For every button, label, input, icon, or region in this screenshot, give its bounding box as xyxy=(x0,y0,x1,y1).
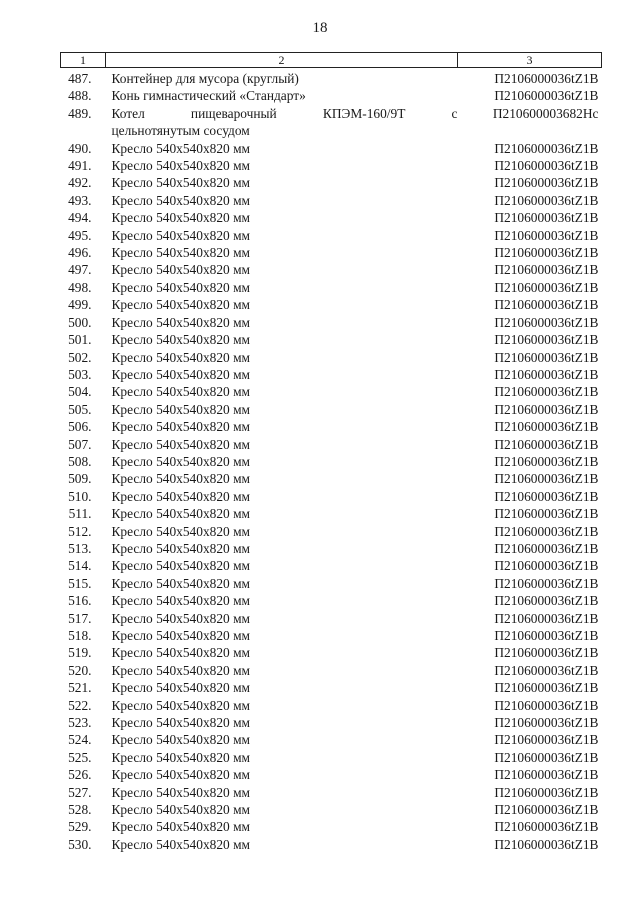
item-code: П2106000036tZ1B xyxy=(494,453,599,469)
row-number: 514. xyxy=(68,558,92,574)
item-name: Кресло 540х540х820 мм xyxy=(111,697,251,713)
item-code: П2106000036tZ1B xyxy=(494,245,599,261)
item-code: П2106000036tZ1B xyxy=(494,540,599,556)
row-number: 515. xyxy=(68,575,92,591)
item-name: Кресло 540х540х820 мм xyxy=(111,401,251,417)
item-name: Кресло 540х540х820 мм xyxy=(111,140,251,156)
item-name: Кресло 540х540х820 мм xyxy=(111,366,251,382)
table-row xyxy=(61,801,602,818)
table-row xyxy=(61,87,602,104)
table-row xyxy=(61,261,602,278)
row-number: 518. xyxy=(68,628,92,643)
row-number: 507. xyxy=(68,436,92,452)
item-name: Кресло 540х540х820 мм xyxy=(111,349,251,365)
item-code: П2106000036tZ1B xyxy=(494,610,599,626)
item-name: Кресло 540х540х820 мм xyxy=(111,662,251,678)
item-code: П2106000036tZ1B xyxy=(494,715,599,731)
row-number: 504. xyxy=(68,384,92,400)
item-name: Кресло 540х540х820 мм xyxy=(111,332,251,348)
item-name: Кресло 540х540х820 мм xyxy=(111,523,251,539)
table-row xyxy=(61,575,602,592)
item-name: Кресло 540х540х820 мм xyxy=(111,558,251,574)
row-number: 524. xyxy=(68,732,92,748)
item-name: Кресло 540х540х820 мм xyxy=(111,453,251,469)
item-code: П2106000036tZ1B xyxy=(494,175,599,191)
table-row xyxy=(61,610,602,627)
table-row xyxy=(61,314,602,331)
item-name: Кресло 540х540х820 мм xyxy=(111,610,251,626)
item-name: Кресло 540х540х820 мм xyxy=(111,593,251,609)
table-row xyxy=(61,366,602,383)
row-number: 492. xyxy=(68,175,92,191)
row-number: 495. xyxy=(68,227,92,243)
item-code: П2106000036tZ1B xyxy=(494,506,599,522)
item-name: Кресло 540х540х820 мм xyxy=(111,227,251,243)
row-number: 489. xyxy=(68,105,92,121)
table-row xyxy=(61,105,602,140)
table-row xyxy=(61,784,602,801)
row-number: 500. xyxy=(68,314,92,330)
row-number: 498. xyxy=(68,279,92,295)
row-number: 503. xyxy=(68,366,92,382)
item-name: Кресло 540х540х820 мм xyxy=(111,419,251,435)
row-number: 499. xyxy=(68,297,92,313)
table-row xyxy=(61,349,602,366)
column-header-name: 2 xyxy=(106,53,458,68)
table-row xyxy=(61,157,602,174)
table-row xyxy=(61,697,602,714)
item-code: П2106000036tZ1B xyxy=(494,140,599,156)
item-name: Кресло 540х540х820 мм xyxy=(111,297,251,313)
row-number: 487. xyxy=(68,71,92,86)
item-code: П210600003682Hc xyxy=(492,105,599,121)
item-name: Кресло 540х540х820 мм xyxy=(111,506,251,522)
row-number: 491. xyxy=(68,158,92,174)
item-name: Кресло 540х540х820 мм xyxy=(111,175,251,191)
item-code: П2106000036tZ1B xyxy=(494,836,599,852)
item-name: Кресло 540х540х820 мм xyxy=(111,680,251,696)
item-code: П2106000036tZ1B xyxy=(494,593,599,609)
item-code: П2106000036tZ1B xyxy=(494,192,599,208)
row-number: 519. xyxy=(68,645,92,661)
item-name: Кресло 540х540х820 мм xyxy=(111,802,251,818)
item-code: П2106000036tZ1B xyxy=(494,210,599,226)
row-number: 512. xyxy=(68,523,92,539)
item-name: Кресло 540х540х820 мм xyxy=(111,314,251,330)
item-code: П2106000036tZ1B xyxy=(494,767,599,783)
row-number: 523. xyxy=(68,715,92,731)
table-row xyxy=(61,68,602,88)
table-row xyxy=(61,418,602,435)
row-number: 488. xyxy=(68,88,92,104)
item-code: П2106000036tZ1B xyxy=(494,71,599,86)
item-name: Кресло 540х540х820 мм xyxy=(111,210,251,226)
item-code: П2106000036tZ1B xyxy=(494,419,599,435)
item-name-line-1: Котел пищеварочный КПЭМ-160/9Т с xyxy=(111,105,458,121)
item-code: П2106000036tZ1B xyxy=(494,558,599,574)
row-number: 530. xyxy=(68,836,92,852)
item-name: Кресло 540х540х820 мм xyxy=(111,540,251,556)
item-code: П2106000036tZ1B xyxy=(494,349,599,365)
header-row xyxy=(61,53,602,68)
item-code: П2106000036tZ1B xyxy=(494,784,599,800)
table-row xyxy=(61,470,602,487)
item-code: П2106000036tZ1B xyxy=(494,732,599,748)
item-name xyxy=(106,105,458,140)
item-name: Кресло 540х540х820 мм xyxy=(111,384,251,400)
row-number: 525. xyxy=(68,749,92,765)
item-name: Кресло 540х540х820 мм xyxy=(111,575,251,591)
row-number: 497. xyxy=(68,262,92,278)
item-code: П2106000036tZ1B xyxy=(494,471,599,487)
item-code: П2106000036tZ1B xyxy=(494,628,599,643)
table-row xyxy=(61,505,602,522)
item-code: П2106000036tZ1B xyxy=(494,436,599,452)
table-row xyxy=(61,644,602,661)
table-row xyxy=(61,227,602,244)
item-name: Кресло 540х540х820 мм xyxy=(111,158,251,174)
item-code: П2106000036tZ1B xyxy=(494,697,599,713)
item-code: П2106000036tZ1B xyxy=(494,749,599,765)
row-number: 493. xyxy=(68,192,92,208)
row-number: 529. xyxy=(68,819,92,835)
table-row xyxy=(61,714,602,731)
row-number: 502. xyxy=(68,349,92,365)
item-name: Кресло 540х540х820 мм xyxy=(111,732,251,748)
item-code: П2106000036tZ1B xyxy=(494,401,599,417)
table-row xyxy=(61,383,602,400)
row-number: 513. xyxy=(68,540,92,556)
item-name: Кресло 540х540х820 мм xyxy=(111,715,251,731)
table-row xyxy=(61,818,602,835)
table-row xyxy=(61,453,602,470)
item-code: П2106000036tZ1B xyxy=(494,88,599,104)
item-code: П2106000036tZ1B xyxy=(494,680,599,696)
table-row xyxy=(61,662,602,679)
inventory-table xyxy=(60,52,602,853)
item-name: Конь гимнастический «Стандарт» xyxy=(111,88,306,104)
item-name: Контейнер для мусора (круглый) xyxy=(111,71,299,86)
row-number: 494. xyxy=(68,210,92,226)
table-row xyxy=(61,209,602,226)
item-code: П2106000036tZ1B xyxy=(494,279,599,295)
row-number: 527. xyxy=(68,784,92,800)
row-number: 522. xyxy=(68,697,92,713)
item-code: П2106000036tZ1B xyxy=(494,819,599,835)
row-number: 506. xyxy=(68,419,92,435)
item-code: П2106000036tZ1B xyxy=(494,332,599,348)
item-code: П2106000036tZ1B xyxy=(494,662,599,678)
row-number: 501. xyxy=(68,332,92,348)
item-code: П2106000036tZ1B xyxy=(494,384,599,400)
table-row xyxy=(61,436,602,453)
item-code: П2106000036tZ1B xyxy=(494,297,599,313)
table-row xyxy=(61,279,602,296)
table-row xyxy=(61,592,602,609)
row-number: 510. xyxy=(68,488,92,504)
item-code: П2106000036tZ1B xyxy=(494,262,599,278)
item-code: П2106000036tZ1B xyxy=(494,158,599,174)
item-name: Кресло 540х540х820 мм xyxy=(111,279,251,295)
table-row xyxy=(61,836,602,853)
item-name: Кресло 540х540х820 мм xyxy=(111,628,251,643)
row-number: 517. xyxy=(68,610,92,626)
item-code: П2106000036tZ1B xyxy=(494,523,599,539)
item-name-line-2: цельнотянутым сосудом xyxy=(111,123,250,139)
table-row xyxy=(61,192,602,209)
row-number: 511. xyxy=(68,506,92,522)
item-code: П2106000036tZ1B xyxy=(494,802,599,818)
row-number: 509. xyxy=(68,471,92,487)
table-body xyxy=(61,68,602,854)
item-name: Кресло 540х540х820 мм xyxy=(111,488,251,504)
item-name: Кресло 540х540х820 мм xyxy=(111,784,251,800)
row-number: 520. xyxy=(68,662,92,678)
table-row xyxy=(61,488,602,505)
table-row xyxy=(61,749,602,766)
row-number: 508. xyxy=(68,453,92,469)
item-code: П2106000036tZ1B xyxy=(494,227,599,243)
table-row xyxy=(61,523,602,540)
row-number: 526. xyxy=(68,767,92,783)
table-row xyxy=(61,766,602,783)
row-number: 516. xyxy=(68,593,92,609)
item-name: Кресло 540х540х820 мм xyxy=(111,819,251,835)
item-code: П2106000036tZ1B xyxy=(494,366,599,382)
item-name: Кресло 540х540х820 мм xyxy=(111,245,251,261)
item-name: Кресло 540х540х820 мм xyxy=(111,262,251,278)
item-code: П2106000036tZ1B xyxy=(494,488,599,504)
item-code: П2106000036tZ1B xyxy=(494,645,599,661)
page-number: 18 xyxy=(312,20,328,36)
item-code: П2106000036tZ1B xyxy=(494,575,599,591)
table-row xyxy=(61,557,602,574)
item-name: Кресло 540х540х820 мм xyxy=(111,645,251,661)
column-header-number: 1 xyxy=(61,53,106,68)
item-name: Кресло 540х540х820 мм xyxy=(111,767,251,783)
table-row xyxy=(61,331,602,348)
table-row xyxy=(61,627,602,644)
item-name: Кресло 540х540х820 мм xyxy=(111,749,251,765)
table-row xyxy=(61,540,602,557)
table-row xyxy=(61,140,602,157)
item-name: Кресло 540х540х820 мм xyxy=(111,436,251,452)
row-number: 496. xyxy=(68,245,92,261)
item-name: Кресло 540х540х820 мм xyxy=(111,192,251,208)
table-row xyxy=(61,296,602,313)
row-number: 490. xyxy=(68,140,92,156)
row-number: 505. xyxy=(68,401,92,417)
item-name: Кресло 540х540х820 мм xyxy=(111,836,251,852)
table-row xyxy=(61,174,602,191)
row-number: 528. xyxy=(68,802,92,818)
table-row xyxy=(61,731,602,748)
table-header xyxy=(61,53,602,68)
table-row xyxy=(61,401,602,418)
table-row xyxy=(61,244,602,261)
column-header-code: 3 xyxy=(458,53,602,68)
table-row xyxy=(61,679,602,696)
item-name: Кресло 540х540х820 мм xyxy=(111,471,251,487)
row-number: 521. xyxy=(68,680,92,696)
item-code: П2106000036tZ1B xyxy=(494,314,599,330)
